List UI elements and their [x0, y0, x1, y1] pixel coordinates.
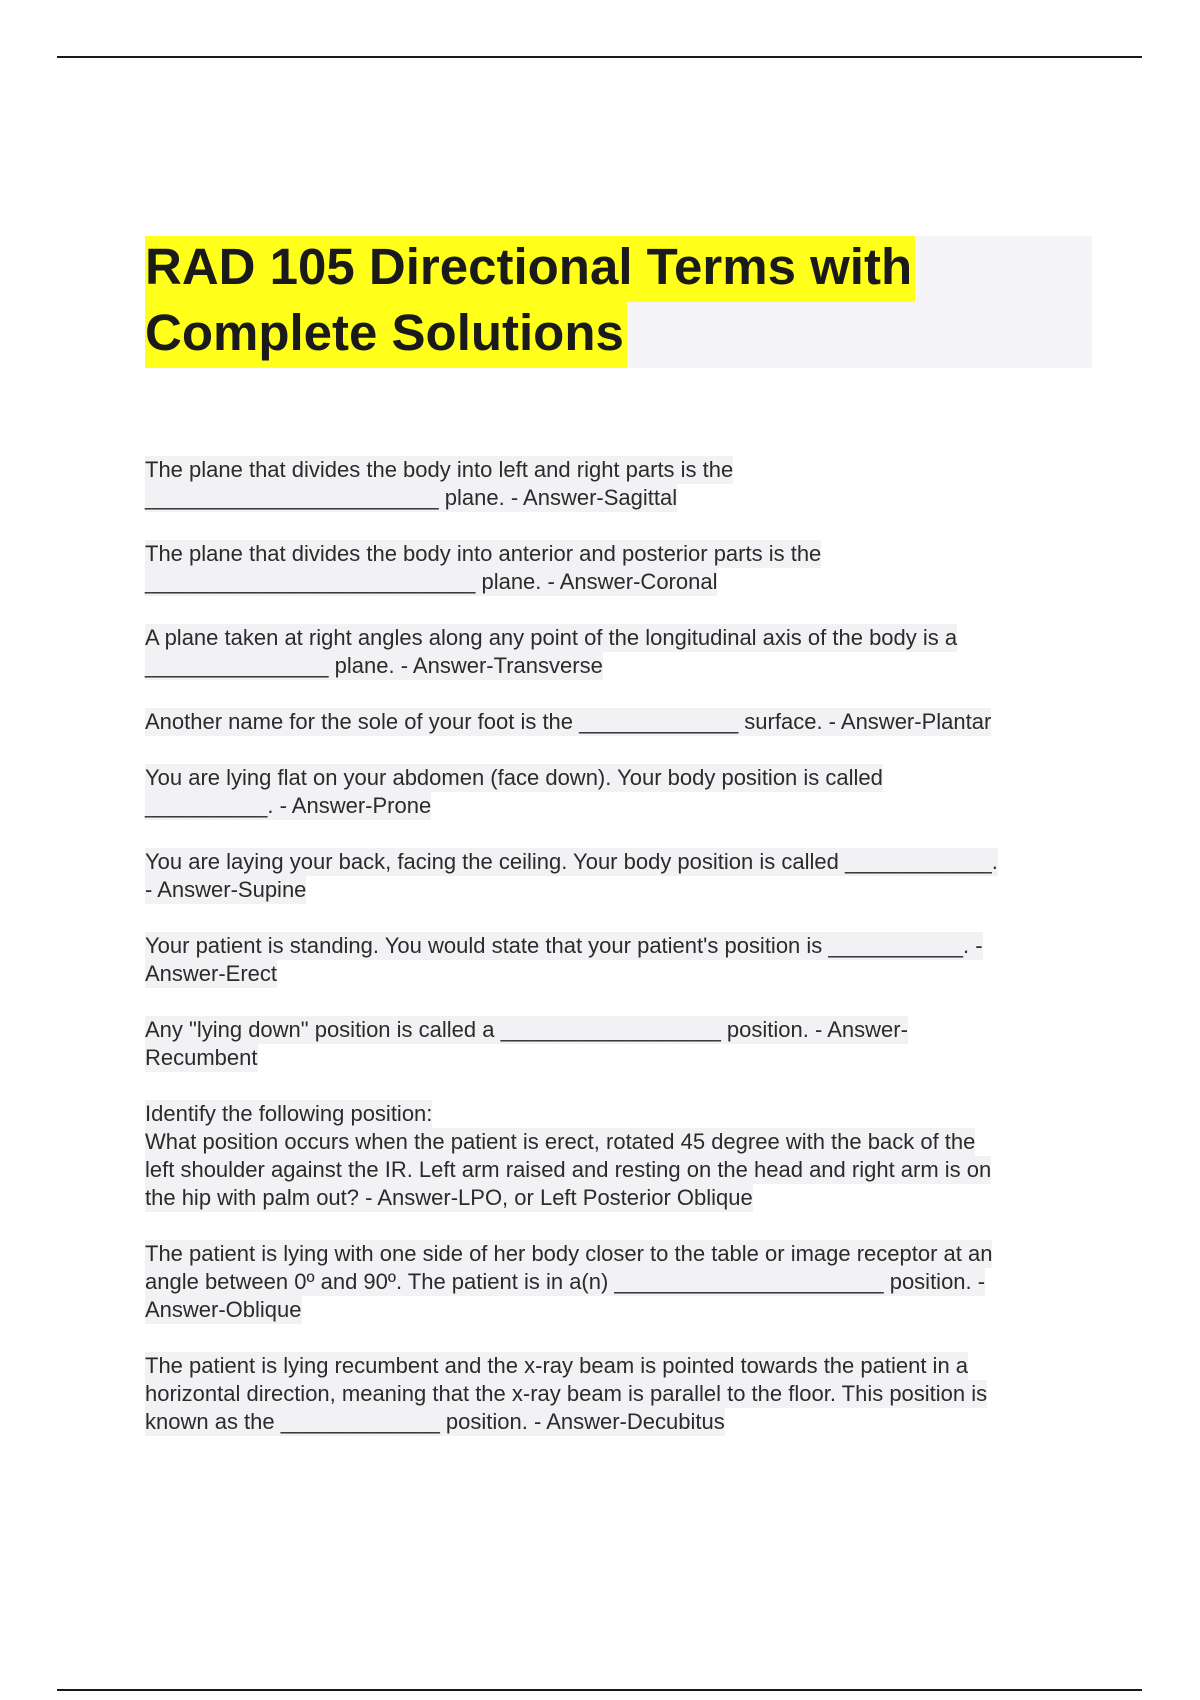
question-line: the hip with palm out? - Answer-LPO, or Left Posterior Oblique [145, 1185, 753, 1210]
question-item-supine [145, 848, 1095, 904]
question-line: _______________ plane. - Answer-Transverse [145, 653, 603, 678]
question-item-transverse [145, 624, 1095, 680]
question-line: Your patient is standing. You would state that your patient's position is ___________. - [145, 933, 983, 958]
question-item-plantar [145, 708, 1095, 736]
question-line: ___________________________ plane. - Answer-Coronal [145, 569, 718, 594]
question-line: Answer-Oblique [145, 1297, 302, 1322]
top-divider [57, 56, 1142, 58]
question-line: Any "lying down" position is called a __________________ position. - Answer- [145, 1017, 908, 1042]
question-line: Another name for the sole of your foot is the _____________ surface. - Answer-Plantar [145, 709, 992, 734]
bottom-divider [57, 1689, 1142, 1691]
title-line-1: RAD 105 Directional Terms with [145, 236, 915, 302]
question-line: left shoulder against the IR. Left arm raised and resting on the head and right arm is on [145, 1157, 992, 1182]
question-line: Identify the following position: [145, 1101, 433, 1126]
question-line: ________________________ plane. - Answer-Sagittal [145, 485, 678, 510]
question-list [145, 456, 1095, 1464]
question-line: Recumbent [145, 1045, 258, 1070]
question-line: angle between 0º and 90º. The patient is in a(n) ______________________ position. - [145, 1269, 986, 1294]
question-item-prone [145, 764, 1095, 820]
question-line: known as the _____________ position. - Answer-Decubitus [145, 1409, 725, 1434]
question-line: A plane taken at right angles along any point of the longitudinal axis of the body is a [145, 625, 958, 650]
question-line: Answer-Erect [145, 961, 278, 986]
document-title [145, 236, 1092, 368]
question-line: The plane that divides the body into left and right parts is the [145, 457, 734, 482]
question-line: You are laying your back, facing the ceiling. Your body position is called ____________. [145, 849, 998, 874]
question-line: The plane that divides the body into anterior and posterior parts is the [145, 541, 822, 566]
question-item-decubitus [145, 1352, 1095, 1436]
question-line: The patient is lying recumbent and the x-ray beam is pointed towards the patient in a [145, 1353, 969, 1378]
question-line: You are lying flat on your abdomen (face down). Your body position is called [145, 765, 883, 790]
question-line: - Answer-Supine [145, 877, 307, 902]
question-item-coronal [145, 540, 1095, 596]
question-line: __________. - Answer-Prone [145, 793, 432, 818]
question-item-lpo [145, 1100, 1095, 1212]
title-line-2: Complete Solutions [145, 302, 627, 368]
question-line: What position occurs when the patient is erect, rotated 45 degree with the back of the [145, 1129, 976, 1154]
question-item-oblique [145, 1240, 1095, 1324]
question-item-erect [145, 932, 1095, 988]
question-item-sagittal [145, 456, 1095, 512]
question-line: horizontal direction, meaning that the x-ray beam is parallel to the floor. This position is [145, 1381, 988, 1406]
question-line: The patient is lying with one side of her body closer to the table or image receptor at an [145, 1241, 993, 1266]
question-item-recumbent [145, 1016, 1095, 1072]
